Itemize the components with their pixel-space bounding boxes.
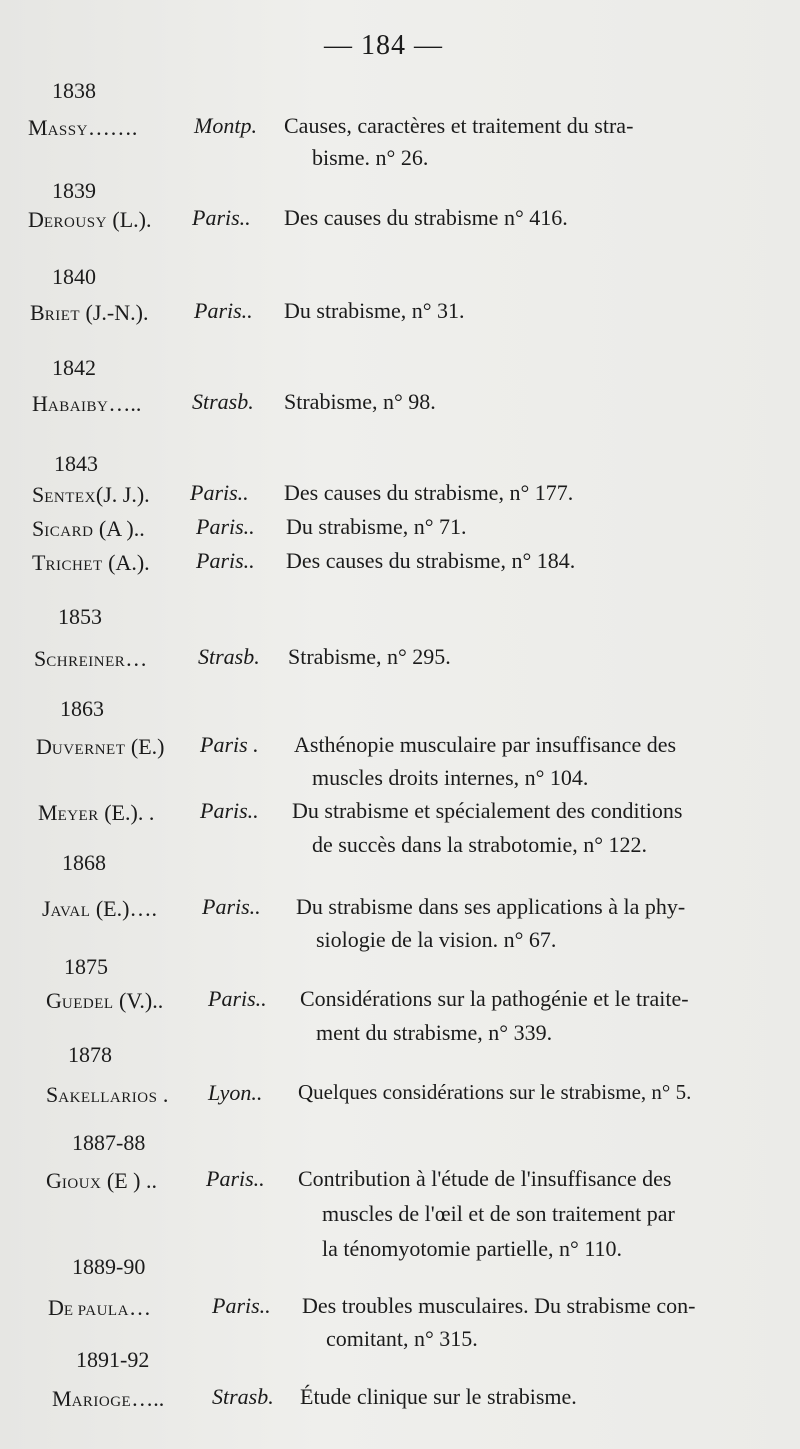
entry-title-line: Des troubles musculaires. Du strabisme con-	[302, 1293, 696, 1318]
entry-author: GIOUX (E ) ..	[46, 1168, 157, 1193]
entry-author: SICARD (A )..	[32, 516, 145, 541]
entry-author: MASSY…….	[28, 115, 138, 140]
entry-author: DUVERNET (E.)	[36, 734, 165, 759]
entry-author: HABAIBY…..	[32, 391, 142, 416]
entry-city: Strasb.	[192, 389, 254, 414]
entry-title-line: Strabisme, n° 98.	[284, 389, 436, 414]
entry-title-line: bisme. n° 26.	[312, 145, 429, 170]
entry-title-line: siologie de la vision. n° 67.	[316, 927, 557, 952]
entry-title-line: Strabisme, n° 295.	[288, 644, 451, 669]
entry-city: Paris..	[192, 205, 251, 230]
entry-title-line: Du strabisme dans ses applications à la phy-	[296, 894, 686, 919]
entry-author: BRIET (J.-N.).	[30, 300, 149, 325]
entry-title-line: Des causes du strabisme, n° 184.	[286, 548, 576, 573]
year-heading: 1887-88	[72, 1130, 146, 1155]
entry-title-line: Causes, caractères et traitement du stra-	[284, 113, 634, 138]
entry-title-line: Du strabisme, n° 31.	[284, 298, 465, 323]
entry-city: Paris..	[190, 480, 249, 505]
year-heading: 1838	[52, 78, 96, 103]
page-number: — 184 —	[324, 30, 443, 61]
entry-city: Paris..	[196, 514, 255, 539]
entry-city: Montp.	[194, 113, 257, 138]
entry-city: Paris..	[208, 986, 267, 1011]
entry-title-line: Du strabisme, n° 71.	[286, 514, 467, 539]
entry-author: DE PAULA…	[48, 1295, 151, 1320]
year-heading: 1891-92	[76, 1347, 150, 1372]
entry-author: MEYER (E.). .	[38, 800, 155, 825]
entry-title-line: Contribution à l'étude de l'insuffisance des	[298, 1166, 672, 1191]
entry-city: Paris .	[200, 732, 259, 757]
entry-city: Lyon..	[208, 1080, 263, 1105]
year-heading: 1839	[52, 178, 96, 203]
year-heading: 1863	[60, 696, 104, 721]
entry-city: Paris..	[196, 548, 255, 573]
year-heading: 1840	[52, 264, 96, 289]
entry-city: Paris..	[206, 1166, 265, 1191]
entry-city: Paris..	[194, 298, 253, 323]
entry-title-line: Des causes du strabisme, n° 177.	[284, 480, 574, 505]
entry-title-line: Du strabisme et spécialement des conditions	[292, 798, 683, 823]
entry-title-line: Considérations sur la pathogénie et le traite-	[300, 986, 689, 1011]
entry-author: TRICHET (A.).	[32, 550, 150, 575]
entry-city: Paris..	[212, 1293, 271, 1318]
entry-city: Strasb.	[212, 1384, 274, 1409]
year-heading: 1843	[54, 451, 98, 476]
entry-city: Paris..	[200, 798, 259, 823]
entry-title-line: muscles de l'œil et de son traitement par	[322, 1201, 675, 1226]
year-heading: 1875	[64, 954, 108, 979]
year-heading: 1868	[62, 850, 106, 875]
entry-title-line: Des causes du strabisme n° 416.	[284, 205, 568, 230]
entry-title-line: Quelques considérations sur le strabisme, n° 5.	[298, 1080, 692, 1104]
entry-title-line: la ténomyotomie partielle, n° 110.	[322, 1236, 623, 1261]
year-heading: 1878	[68, 1042, 112, 1067]
entry-city: Paris..	[202, 894, 261, 919]
entry-author: SAKELLARIOS .	[46, 1082, 169, 1107]
entry-title-line: Étude clinique sur le strabisme.	[300, 1384, 577, 1409]
entry-city: Strasb.	[198, 644, 260, 669]
entry-title-line: comitant, n° 315.	[326, 1326, 478, 1351]
year-heading: 1853	[58, 604, 102, 629]
year-heading: 1889-90	[72, 1254, 146, 1279]
year-heading: 1842	[52, 355, 96, 380]
entry-title-line: de succès dans la strabotomie, n° 122.	[312, 832, 648, 857]
entry-author: SENTEX(J. J.).	[32, 482, 150, 507]
entry-title-line: ment du strabisme, n° 339.	[316, 1020, 553, 1045]
entry-author: MARIOGE…..	[52, 1386, 165, 1411]
entry-author: GUEDEL (V.)..	[46, 988, 164, 1013]
entry-author: JAVAL (E.)….	[42, 896, 157, 921]
entry-title-line: muscles droits internes, n° 104.	[312, 765, 589, 790]
entry-author: DEROUSY (L.).	[28, 207, 152, 232]
entry-author: SCHREINER…	[34, 646, 148, 671]
entry-title-line: Asthénopie musculaire par insuffisance des	[294, 732, 677, 757]
